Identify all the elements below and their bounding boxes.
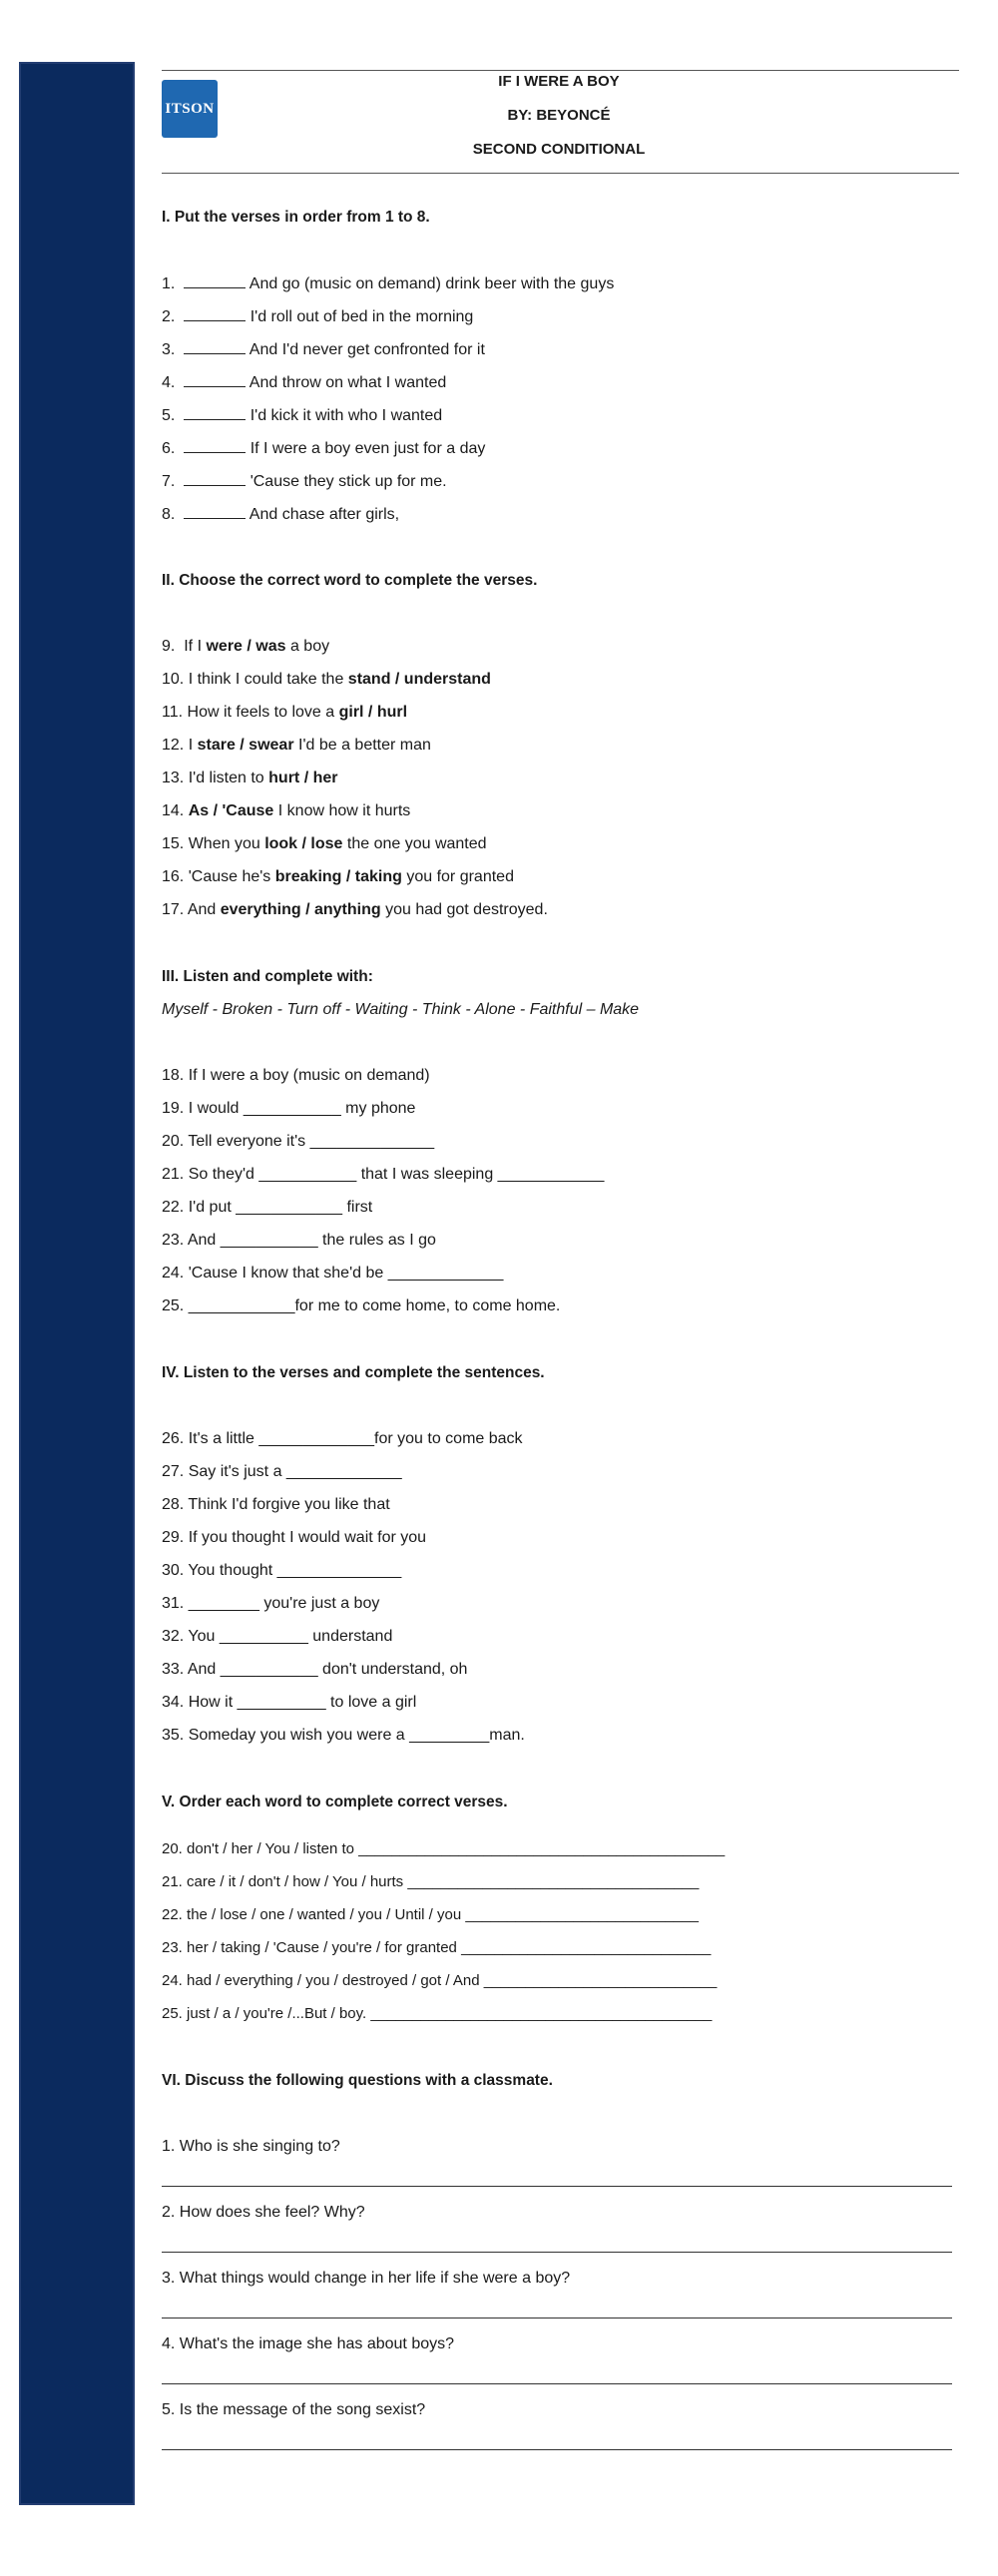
list-item: 35. Someday you wish you were a _________man.	[162, 1727, 525, 1744]
answer-blank[interactable]	[184, 306, 246, 321]
list-item: 6. If I were a boy even just for a day	[162, 440, 486, 457]
list-item: 10. I think I could take the stand / understand	[162, 671, 491, 688]
worksheet-artist: BY: BEYONCÉ	[507, 107, 611, 124]
list-item: 2. How does she feel? Why?	[162, 2204, 365, 2221]
answer-blank[interactable]	[184, 273, 246, 288]
section-4-title: IV. Listen to the verses and complete the sentences.	[162, 1364, 545, 1381]
answer-blank[interactable]	[184, 438, 246, 453]
list-item: 22. the / lose / one / wanted / you / Until / you ____________________________	[162, 1906, 699, 1923]
list-item: 26. It's a little _____________for you to come back	[162, 1430, 523, 1447]
answer-blank[interactable]	[184, 471, 246, 486]
logo-text: ITSON	[165, 100, 215, 117]
list-item: 19. I would ___________ my phone	[162, 1100, 416, 1117]
list-item: 29. If you thought I would wait for you	[162, 1529, 427, 1546]
list-item: 22. I'd put ____________ first	[162, 1199, 373, 1216]
list-item: 21. care / it / don't / how / You / hurts ___________________________________	[162, 1873, 700, 1890]
list-item: 30. You thought ______________	[162, 1562, 402, 1579]
list-item: 33. And ___________ don't understand, oh	[162, 1661, 468, 1678]
header-top-rule	[162, 70, 959, 71]
section-5-title: V. Order each word to complete correct verses.	[162, 1794, 508, 1810]
header-bottom-rule	[162, 173, 959, 174]
list-item: 24. 'Cause I know that she'd be _____________	[162, 1265, 504, 1282]
list-item: 9. If I were / was a boy	[162, 638, 330, 655]
answer-line[interactable]	[162, 2252, 952, 2253]
word-choice[interactable]: As / 'Cause	[188, 802, 274, 819]
list-item: 25. ____________for me to come home, to come home.	[162, 1297, 561, 1314]
list-item: 20. don't / her / You / listen to ____________________________________________	[162, 1840, 726, 1857]
list-item: 8. And chase after girls,	[162, 506, 400, 523]
itson-logo	[162, 80, 218, 138]
list-item: 4. And throw on what I wanted	[162, 374, 447, 391]
list-item: 5. Is the message of the song sexist?	[162, 2401, 426, 2418]
list-item: 32. You __________ understand	[162, 1628, 393, 1645]
word-choice[interactable]: girl / hurl	[338, 704, 408, 721]
list-item: 23. her / taking / 'Cause / you're / for granted ______________________________	[162, 1939, 712, 1956]
word-bank: Myself - Broken - Turn off - Waiting - Think - Alone - Faithful – Make	[162, 1001, 640, 1018]
answer-line[interactable]	[162, 2186, 952, 2187]
worksheet-title: IF I WERE A BOY	[498, 73, 620, 90]
word-choice[interactable]: were / was	[206, 638, 286, 655]
list-item: 25. just / a / you're /...But / boy. _________________________________________	[162, 2005, 713, 2022]
list-item: 14. As / 'Cause I know how it hurts	[162, 802, 411, 819]
word-choice[interactable]: look / lose	[264, 835, 343, 852]
word-choice[interactable]: stare / swear	[197, 737, 294, 754]
list-item: 5. I'd kick it with who I wanted	[162, 407, 443, 424]
list-item: 17. And everything / anything you had got destroyed.	[162, 901, 548, 918]
list-item: 15. When you look / lose the one you wanted	[162, 835, 487, 852]
word-choice[interactable]: breaking / taking	[274, 868, 402, 885]
answer-line[interactable]	[162, 2383, 952, 2384]
list-item: 7. 'Cause they stick up for me.	[162, 473, 447, 490]
list-item: 16. 'Cause he's breaking / taking you for granted	[162, 868, 514, 885]
list-item: 2. I'd roll out of bed in the morning	[162, 308, 474, 325]
list-item: 4. What's the image she has about boys?	[162, 2335, 455, 2352]
list-item: 11. How it feels to love a girl / hurl	[162, 704, 408, 721]
list-item: 27. Say it's just a _____________	[162, 1463, 402, 1480]
word-choice[interactable]: stand / understand	[347, 671, 491, 688]
section-6-title: VI. Discuss the following questions with a classmate.	[162, 2072, 553, 2089]
list-item: 31. ________ you're just a boy	[162, 1595, 380, 1612]
word-choice[interactable]: hurt / her	[268, 770, 338, 786]
list-item: 3. And I'd never get confronted for it	[162, 341, 485, 358]
list-item: 12. I stare / swear I'd be a better man	[162, 737, 431, 754]
list-item: 23. And ___________ the rules as I go	[162, 1232, 436, 1249]
answer-line[interactable]	[162, 2449, 952, 2450]
list-item: 21. So they'd ___________ that I was sleeping ____________	[162, 1166, 605, 1183]
answer-blank[interactable]	[184, 372, 246, 387]
left-sidebar-band	[19, 62, 135, 2505]
list-item: 1. Who is she singing to?	[162, 2138, 340, 2155]
answer-blank[interactable]	[184, 405, 246, 420]
word-choice[interactable]: everything / anything	[220, 901, 381, 918]
section-2-title: II. Choose the correct word to complete the verses.	[162, 572, 538, 589]
list-item: 24. had / everything / you / destroyed / got / And ____________________________	[162, 1972, 718, 1989]
section-1-title: I. Put the verses in order from 1 to 8.	[162, 209, 430, 226]
answer-blank[interactable]	[184, 339, 246, 354]
section-3-title: III. Listen and complete with:	[162, 968, 373, 985]
list-item: 13. I'd listen to hurt / her	[162, 770, 338, 786]
list-item: 28. Think I'd forgive you like that	[162, 1496, 390, 1513]
list-item: 3. What things would change in her life if she were a boy?	[162, 2270, 571, 2287]
answer-blank[interactable]	[184, 504, 246, 519]
list-item: 1. And go (music on demand) drink beer with the guys	[162, 275, 615, 292]
list-item: 34. How it __________ to love a girl	[162, 1694, 417, 1711]
list-item: 18. If I were a boy (music on demand)	[162, 1067, 430, 1084]
list-item: 20. Tell everyone it's ______________	[162, 1133, 435, 1150]
worksheet-topic: SECOND CONDITIONAL	[472, 141, 646, 158]
